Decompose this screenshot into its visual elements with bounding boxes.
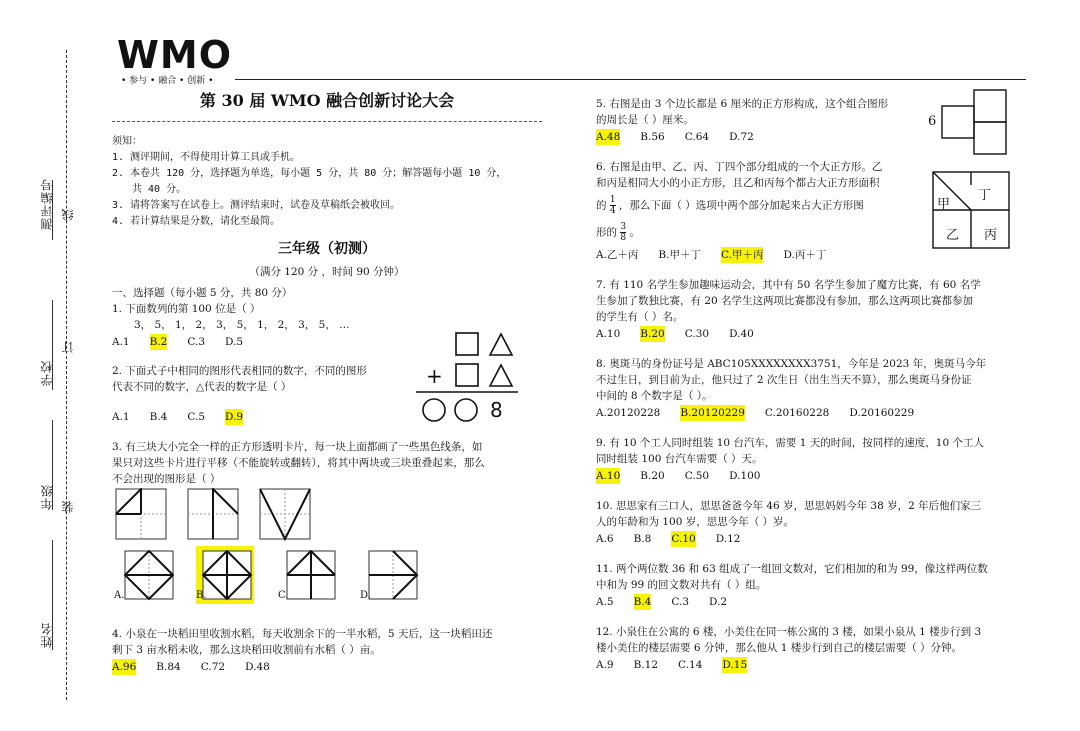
option[interactable]: D.100 <box>729 470 761 482</box>
q5-line1: 5. 右图是由 3 个边长都是 6 厘米的正方形构成，这个组合图形 <box>596 98 889 110</box>
option[interactable]: C.5 <box>187 411 206 423</box>
binding-order-char: 订 <box>61 340 75 353</box>
numerator: 1 <box>609 195 616 205</box>
binding-margin <box>0 0 80 731</box>
plus-sign: + <box>426 364 443 388</box>
triangle-shape <box>490 365 512 386</box>
question-9 <box>596 435 1026 484</box>
option[interactable]: D.5 <box>225 336 244 348</box>
note-item: 2. 本卷共 120 分，选择题为单选，每小题 5 分，共 80 分；解答题每小题 10 分， <box>112 168 507 179</box>
option[interactable]: C.64 <box>684 131 710 143</box>
option[interactable]: B.56 <box>640 131 665 143</box>
option[interactable]: D.48 <box>245 661 270 673</box>
exam-title: 第 30 届 WMO 融合创新讨论大会 <box>199 91 455 110</box>
question-11 <box>596 561 1026 610</box>
q5-side-label: 6 <box>928 114 937 129</box>
digit-eight: 8 <box>490 398 503 422</box>
option[interactable]: C.30 <box>684 328 710 340</box>
q11-line1: 11. 两个两位数 36 和 63 组成了一组回文数对，它们相加的和为 99，像这样两位数 <box>596 563 988 575</box>
q6-text: 形的 <box>596 226 617 239</box>
q10-options <box>596 531 1026 547</box>
option-selected[interactable]: A.48 <box>596 131 621 143</box>
option[interactable]: C.14 <box>678 659 703 671</box>
option[interactable]: A.5 <box>596 596 614 608</box>
part-yi: 乙 <box>946 228 960 243</box>
binding-dash-line <box>66 50 67 700</box>
q11-line2: 中和为 99 的回文数对共有（ ）组。 <box>596 579 767 591</box>
q7-line3: 的学生有（ ）名。 <box>596 311 684 323</box>
option[interactable]: C.50 <box>684 470 710 482</box>
q9-options <box>596 468 1026 484</box>
option[interactable]: C.3 <box>187 336 206 348</box>
option[interactable]: B.8 <box>633 533 652 545</box>
grade-label: 年级 <box>40 484 54 510</box>
question-4 <box>112 626 552 675</box>
choice-d-label[interactable]: D. <box>360 590 371 601</box>
option-selected[interactable]: B.2 <box>149 336 168 348</box>
q6-text: 的 <box>596 199 607 212</box>
note-item: 共 40 分。 <box>132 184 187 195</box>
exam-number-label: 测评编号 <box>40 178 54 230</box>
option-selected[interactable]: C.10 <box>671 533 696 545</box>
part-ding: 丁 <box>978 188 992 203</box>
circle-shape <box>455 399 477 421</box>
card-3 <box>260 489 310 539</box>
choice-a-label[interactable]: A. <box>114 590 125 601</box>
option[interactable]: B.4 <box>149 411 168 423</box>
circle-shape <box>423 399 445 421</box>
q3-line1: 3. 有三块大小完全一样的正方形透明卡片，每一块上面都画了一些黑色线条，如 <box>112 441 483 453</box>
q7-line1: 7. 有 110 名学生参加趣味运动会，其中有 50 名学生参加了魔方比赛，有 60 名学 <box>596 279 981 291</box>
q5-line2: 的周长是（ ）厘米。 <box>596 114 694 126</box>
question-7 <box>596 277 1026 342</box>
name-blank <box>52 540 53 650</box>
option-selected[interactable]: C.甲＋丙 <box>720 249 764 261</box>
q2-line2: 代表不同的数字，△代表的数字是（ ） <box>112 381 292 393</box>
denominator: 8 <box>620 233 627 243</box>
option[interactable]: B.20 <box>640 470 665 482</box>
q12-line2: 楼小美住的楼层需要 6 分钟，那么他从 1 楼步行到自己的楼层需要（ ）分钟。 <box>596 642 963 654</box>
binding-pack-char: 装 <box>61 500 75 513</box>
question-8 <box>596 356 1026 421</box>
option[interactable]: D.20160229 <box>849 407 915 419</box>
q8-options <box>596 405 1026 421</box>
option[interactable]: C.72 <box>200 661 226 673</box>
fraction-three-eighths <box>620 222 626 243</box>
section-heading: 一、选择题（每小题 5 分，共 80 分） <box>112 287 293 299</box>
option-selected[interactable]: D.9 <box>225 411 244 423</box>
option[interactable]: B.84 <box>156 661 181 673</box>
title-dash-rule <box>112 121 542 122</box>
score-info: （满分 120 分 ，时间 90 分钟） <box>249 266 405 278</box>
left-column <box>112 88 552 487</box>
option[interactable]: D.40 <box>729 328 754 340</box>
header-rule <box>235 79 1026 80</box>
option[interactable]: A.10 <box>596 328 621 340</box>
q8-line3: 中间的 8 个数字是（ ）。 <box>596 390 713 402</box>
school-blank <box>52 300 53 390</box>
option-selected[interactable]: A.10 <box>596 470 621 482</box>
q1-sequence: 3， 5， 1， 2， 3， 5， 1， 2， 3， 5， … <box>134 319 350 331</box>
q6-line2: 和丙是相同大小的小正方形，且乙和丙每个都占大正方形面积 <box>596 177 880 189</box>
school-label: 学校 <box>40 360 54 386</box>
choice-b <box>203 551 251 599</box>
option-selected[interactable]: A.96 <box>112 661 137 673</box>
q10-line2: 人的年龄和为 100 岁，思思今年（ ）岁。 <box>596 516 795 528</box>
q5-squares-figure <box>940 88 1010 158</box>
numerator: 3 <box>620 222 627 232</box>
q9-line1: 9. 有 10 个工人同时组装 10 台汽车，需要 1 天的时间，按同样的速度，10 个工人 <box>596 437 984 449</box>
note-item: 1. 测评期间，不得使用计算工具或手机。 <box>112 152 301 163</box>
logo-text: WMO <box>117 33 233 77</box>
q3-choice-figures <box>118 550 428 602</box>
q6-text: 。 <box>629 226 640 239</box>
option[interactable]: D.72 <box>729 131 754 143</box>
square-shape <box>456 333 478 355</box>
triangle-shape <box>490 334 512 355</box>
option[interactable]: A.乙＋丙 <box>596 249 639 261</box>
question-12 <box>596 624 1026 673</box>
option[interactable]: A.9 <box>596 659 614 671</box>
option[interactable]: D.2 <box>709 596 728 608</box>
option[interactable]: C.3 <box>671 596 690 608</box>
option[interactable]: D.12 <box>715 533 741 545</box>
q10-line1: 10. 思思家有三口人，思思爸爸今年 46 岁，思思妈妈今年 38 岁，2 年后他们家三 <box>596 500 982 512</box>
q9-line2: 同时组装 100 台汽车需要（ ）天。 <box>596 453 763 465</box>
notes <box>112 134 552 230</box>
name-label: 姓名 <box>40 622 54 648</box>
choice-c-label[interactable]: C. <box>278 590 289 601</box>
q6-text: ，那么下面（ ）选项中两个部分加起来占大正方形图 <box>618 199 864 212</box>
q7-line2: 生参加了数独比赛，有 20 名学生这两项比赛都没有参加，那么这两项比赛都参加 <box>596 295 974 307</box>
card-2 <box>188 489 238 539</box>
q6-line1: 6. 右图是由甲、乙、丙、丁四个部分组成的一个大正方形。乙 <box>596 161 883 173</box>
choice-d <box>369 551 417 599</box>
q1-text: 1. 下面数列的第 100 位是（ ） <box>112 303 261 315</box>
option[interactable]: B.甲＋丁 <box>658 249 701 261</box>
q4-line1: 4. 小泉在一块稻田里收割水稻，每天收割余下的一半水稻，5 天后，这一块稻田还 <box>112 628 493 640</box>
question-10 <box>596 498 1026 547</box>
q3-cards <box>115 488 355 544</box>
binding-line-char: 线 <box>61 208 75 221</box>
option-selected[interactable]: B.20 <box>640 328 665 340</box>
option[interactable]: C.20160228 <box>764 407 830 419</box>
part-jia: 甲 <box>937 197 951 212</box>
grade-heading: 三年级（初测） <box>278 241 376 257</box>
q12-options <box>596 657 1026 673</box>
choice-c <box>287 551 335 599</box>
option[interactable]: A.20120228 <box>596 407 661 419</box>
grade-blank <box>52 420 53 510</box>
q8-line2: 不过生日，到目前为止，他只过了 2 次生日（出生当天不算），那么奥斑马身份证 <box>596 374 972 386</box>
option[interactable]: B.12 <box>633 659 659 671</box>
option-selected[interactable]: B.4 <box>633 596 652 608</box>
notes-heading: 须知： <box>112 136 142 147</box>
option[interactable]: D.丙＋丁 <box>783 249 827 261</box>
option[interactable]: A.1 <box>112 336 130 348</box>
card-1 <box>116 489 166 539</box>
fraction-one-quarter <box>610 195 616 216</box>
q7-options <box>596 326 1026 342</box>
option-selected[interactable]: B.20120229 <box>680 407 745 419</box>
option[interactable]: A.1 <box>112 411 130 423</box>
q4-options <box>112 659 552 675</box>
choice-b-label[interactable]: B. <box>196 590 207 601</box>
q3-line2: 果只对这些卡片进行平移（不能旋转或翻转），将其中两块或三块重叠起来，那么 <box>112 457 485 469</box>
option[interactable]: A.6 <box>596 533 614 545</box>
note-item: 3. 请将答案写在试卷上。测评结束时，试卷及草稿纸会被收回。 <box>112 200 401 211</box>
part-bing: 丙 <box>984 228 998 243</box>
q4-line2: 剩下 3 亩水稻未收，那么这块稻田收割前有水稻（ ）亩。 <box>112 644 381 656</box>
choice-a <box>125 551 173 599</box>
option-selected[interactable]: D.15 <box>722 659 748 671</box>
note-item: 4. 若计算结果是分数，请化至最简。 <box>112 216 281 227</box>
wmo-logo <box>117 33 233 86</box>
denominator: 4 <box>609 206 616 216</box>
logo-subtitle: • 参与 • 融合 • 创新 • <box>121 76 214 86</box>
question-3 <box>112 439 552 487</box>
q2-line1: 2. 下面式子中相同的图形代表相同的数字，不同的图形 <box>112 365 367 377</box>
square-shape <box>456 364 478 386</box>
q12-line1: 12. 小泉住在公寓的 6 楼，小美住在同一栋公寓的 3 楼，如果小泉从 1 楼步行到 3 <box>596 626 982 638</box>
q11-options <box>596 594 1026 610</box>
q3-line3: 不会出现的图形是（ ） <box>112 473 221 485</box>
q8-line1: 8. 奥斑马的身份证号是 ABC105XXXXXXXX3751，今年是 2023 年，奥斑马今年 <box>596 358 987 370</box>
exam-number-blank <box>52 180 53 240</box>
